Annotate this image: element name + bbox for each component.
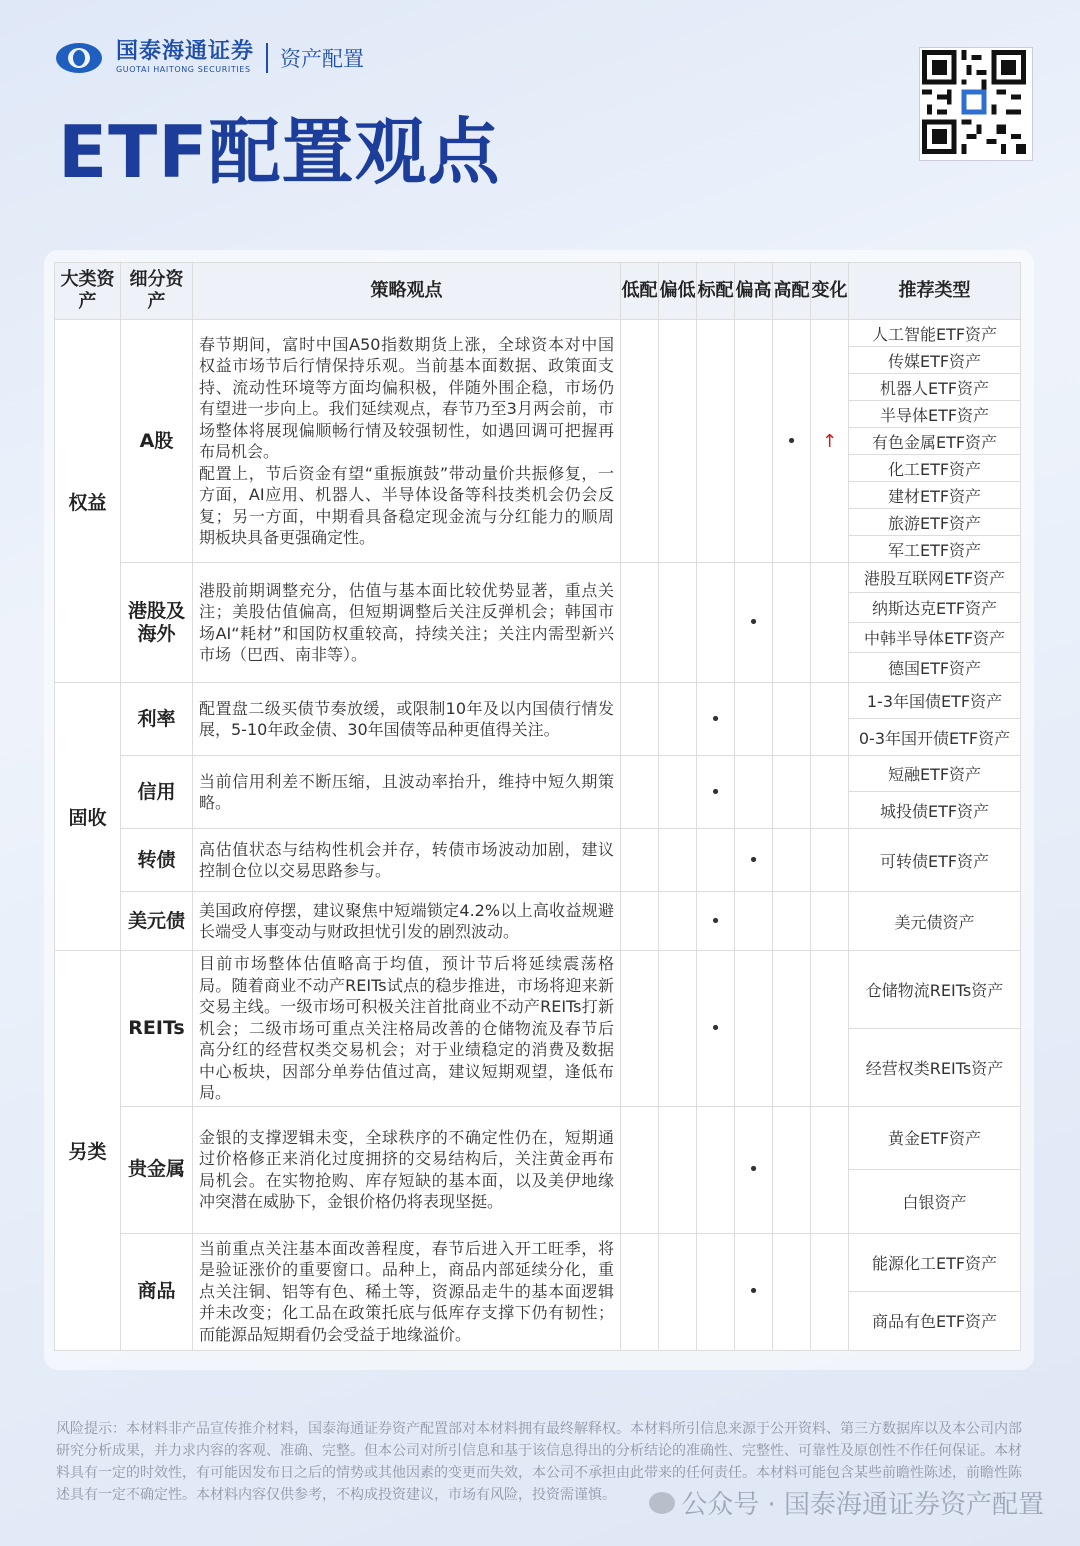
rec-item: 美元债资产: [849, 892, 1021, 951]
sub-convertible: 转债: [121, 829, 193, 892]
mark-high-dot: •: [773, 320, 811, 563]
header-recommend: 推荐类型: [849, 263, 1021, 320]
rec-item: 建材ETF资产: [849, 482, 1021, 509]
table-row: [55, 892, 1021, 951]
rec-item: 德国ETF资产: [849, 653, 1021, 683]
view-rates: 配置盘二级买债节奏放缓，或限制10年及以内国债行情发展，5-10年政金债、30年国债等品种更值得关注。: [193, 683, 621, 756]
mark-empty: [735, 683, 773, 756]
rec-item: 军工ETF资产: [849, 536, 1021, 563]
mark-empty: [697, 320, 735, 563]
mark-empty: [735, 892, 773, 951]
rec-item: 城投债ETF资产: [849, 792, 1021, 829]
rec-item: 仓储物流REITs资产: [849, 951, 1021, 1029]
mark-standard-dot: •: [697, 892, 735, 951]
view-reits: 目前市场整体估值略高于均值，预计节后将延续震荡格局。随着商业不动产REITs试点的稳步推进，市场将迎来新交易主线。一级市场可积极关注首批商业不动产REITs打新机会；二级市场可重点关注格局改善的仓储物流及春节后高分红的经营权类交易机会；对于业绩稳定的消费及数据中心板块，因部分单券估值过高，建议短期观望，逢低布局。: [193, 951, 621, 1107]
table-header-row: [55, 263, 1021, 320]
mark-empty: [621, 563, 659, 683]
mark-empty: [621, 756, 659, 829]
mark-empty: [773, 563, 811, 683]
mark-empty: [811, 829, 849, 892]
mark-overweight-dot: •: [735, 1106, 773, 1233]
mark-empty: [735, 320, 773, 563]
rec-item: 纳斯达克ETF资产: [849, 593, 1021, 623]
rec-item: 半导体ETF资产: [849, 401, 1021, 428]
mark-empty: [773, 829, 811, 892]
table-row: [55, 320, 1021, 347]
header-underweight: 偏低: [659, 263, 697, 320]
mark-overweight-dot: •: [735, 1233, 773, 1350]
header-high: 高配: [773, 263, 811, 320]
header-low: 低配: [621, 263, 659, 320]
mark-empty: [697, 1106, 735, 1233]
category-alternative: 另类: [55, 951, 121, 1351]
sub-rates: 利率: [121, 683, 193, 756]
header-view: 策略观点: [193, 263, 621, 320]
rec-item: 旅游ETF资产: [849, 509, 1021, 536]
mark-empty: [697, 829, 735, 892]
mark-empty: [621, 829, 659, 892]
header-standard: 标配: [697, 263, 735, 320]
view-a-share: 春节期间，富时中国A50指数期货上涨，全球资本对中国权益市场节后行情保持乐观。当前基本面数据、政策面支持、流动性环境等方面均偏积极，伴随外围企稳，市场仍有望进一步向上。我们延续观点，春节乃至3月两会前，市场整体将展现偏顺畅行情及较强韧性，如遇回调可把握再布局机会。 配置上，节后资金有望“重振旗鼓”带动量价共振修复，一方面，AI应用、机器人、半导体设备等科技类机会仍会反复；另一方面，中期看具备稳定现金流与分红能力的顺周期板块具备更强确定性。: [193, 320, 621, 563]
mark-empty: [773, 1106, 811, 1233]
rec-item: 中韩半导体ETF资产: [849, 623, 1021, 653]
mark-empty: [773, 892, 811, 951]
wechat-icon: [649, 1492, 675, 1514]
risk-disclaimer: 风险提示：本材料非产品宣传推介材料，国泰海通证券资产配置部对本材料拥有最终解释权。本材料所引信息来源于公开资料、第三方数据库以及本公司内部研究分析成果，并力求内容的客观、准确、完整。但本公司对所引信息和基于该信息得出的分析结论的准确性、完整性、可靠性及原创性不作任何保证。本材料具有一定的时效性，有可能因发布日之后的情势或其他因素的变更而失效，本公司不承担由此带来的任何责任。本材料可能包含某些前瞻性陈述，前瞻性陈述具有一定不确定性。本材料内容仅供参考，不构成投资建议，市场有风险，投资需谨慎。: [56, 1421, 1022, 1503]
mark-empty: [811, 563, 849, 683]
mark-standard-dot: •: [697, 683, 735, 756]
mark-empty: [621, 892, 659, 951]
mark-empty: [659, 756, 697, 829]
header-category: 大类资产: [55, 263, 121, 320]
rec-item: 机器人ETF资产: [849, 374, 1021, 401]
sub-hk-overseas: 港股及海外: [121, 563, 193, 683]
brand-department: 资产配置: [280, 47, 365, 71]
sub-usd-bond: 美元债: [121, 892, 193, 951]
mark-empty: [811, 951, 849, 1107]
mark-empty: [659, 683, 697, 756]
mark-empty: [735, 756, 773, 829]
mark-empty: [811, 1233, 849, 1350]
category-equity: 权益: [55, 320, 121, 683]
header-overweight: 偏高: [735, 263, 773, 320]
rec-item: 港股互联网ETF资产: [849, 563, 1021, 593]
mark-empty: [621, 683, 659, 756]
table-row: [55, 1106, 1021, 1169]
sub-reits: REITs: [121, 951, 193, 1107]
mark-empty: [621, 320, 659, 563]
brand-name-cn: 国泰海通证券: [116, 39, 255, 64]
mark-overweight-dot: •: [735, 563, 773, 683]
table-row: [55, 1233, 1021, 1291]
view-usd-bond: 美国政府停摆，建议聚焦中短端锁定4.2%以上高收益规避长端受人事变动与财政担忧引发的剧烈波动。: [193, 892, 621, 951]
mark-empty: [659, 829, 697, 892]
brand-name-en: GUOTAI HAITONG SECURITIES: [116, 65, 251, 74]
mark-empty: [773, 756, 811, 829]
watermark-text: 公众号 · 国泰海通证券资产配置: [681, 1490, 1044, 1520]
mark-empty: [659, 1233, 697, 1350]
sub-commodities: 商品: [121, 1233, 193, 1350]
sub-precious-metals: 贵金属: [121, 1106, 193, 1233]
mark-empty: [621, 951, 659, 1107]
rec-item: 传媒ETF资产: [849, 347, 1021, 374]
rec-item: 人工智能ETF资产: [849, 320, 1021, 347]
mark-empty: [659, 563, 697, 683]
rec-item: 化工ETF资产: [849, 455, 1021, 482]
mark-empty: [811, 892, 849, 951]
logo-icon: [56, 41, 106, 75]
mark-empty: [659, 1106, 697, 1233]
mark-empty: [697, 1233, 735, 1350]
header-change: 变化: [811, 263, 849, 320]
qr-code-icon: [920, 48, 1032, 160]
mark-empty: [773, 683, 811, 756]
table-row: [55, 829, 1021, 892]
mark-empty: [811, 1106, 849, 1233]
change-up-icon: ↑: [811, 320, 849, 563]
mark-empty: [621, 1233, 659, 1350]
category-fixed-income: 固收: [55, 683, 121, 951]
mark-standard-dot: •: [697, 756, 735, 829]
mark-empty: [773, 1233, 811, 1350]
sub-credit: 信用: [121, 756, 193, 829]
rec-item: 1-3年国债ETF资产: [849, 683, 1021, 719]
mark-empty: [659, 951, 697, 1107]
mark-empty: [735, 951, 773, 1107]
mark-empty: [621, 1106, 659, 1233]
rec-item: 有色金属ETF资产: [849, 428, 1021, 455]
mark-empty: [659, 320, 697, 563]
page-title: ETF配置观点: [58, 110, 501, 194]
table-row: [55, 563, 1021, 593]
table-row: [55, 683, 1021, 719]
table-row: [55, 951, 1021, 1029]
header-subcategory: 细分资产: [121, 263, 193, 320]
mark-empty: [811, 756, 849, 829]
wechat-watermark: [649, 1484, 1044, 1521]
view-commodities: 当前重点关注基本面改善程度，春节后进入开工旺季，将是验证涨价的重要窗口。品种上，商品内部延续分化，重点关注铜、铝等有色、稀土等，资源品走牛的基本面逻辑并未改变；化工品在政策托底与低库存支撑下仍有韧性；而能源品短期看仍会受益于地缘溢价。: [193, 1233, 621, 1350]
mark-empty: [773, 951, 811, 1107]
view-hk-overseas: 港股前期调整充分，估值与基本面比较优势显著，重点关注；美股估值偏高，但短期调整后关注反弹机会；韩国市场AI“耗材”和国防权重较高，持续关注；关注内需型新兴市场（巴西、南非等）。: [193, 563, 621, 683]
rec-item: 能源化工ETF资产: [849, 1233, 1021, 1291]
view-convertible: 高估值状态与结构性机会并存，转债市场波动加剧，建议控制仓位以交易思路参与。: [193, 829, 621, 892]
header: [0, 0, 1080, 240]
rec-item: 白银资产: [849, 1169, 1021, 1233]
rec-item: 商品有色ETF资产: [849, 1291, 1021, 1350]
sub-a-share: A股: [121, 320, 193, 563]
rec-item: 短融ETF资产: [849, 756, 1021, 792]
brand-logo: [56, 40, 364, 76]
mark-overweight-dot: •: [735, 829, 773, 892]
mark-empty: [659, 892, 697, 951]
rec-item: 可转债ETF资产: [849, 829, 1021, 892]
view-precious-metals: 金银的支撑逻辑未变，全球秩序的不确定性仍在，短期通过价格修正来消化过度拥挤的交易结构后，关注黄金再布局机会。在实物抢购、库存短缺的基本面，以及美伊地缘冲突潜在威胁下，金银价格仍将表现坚挺。: [193, 1106, 621, 1233]
mark-empty: [811, 683, 849, 756]
brand-name: [116, 40, 254, 76]
etf-allocation-table: [54, 262, 1021, 1351]
view-credit: 当前信用利差不断压缩，且波动率抬升，维持中短久期策略。: [193, 756, 621, 829]
rec-item: 0-3年国开债ETF资产: [849, 719, 1021, 756]
rec-item: 黄金ETF资产: [849, 1106, 1021, 1169]
mark-standard-dot: •: [697, 951, 735, 1107]
mark-empty: [697, 563, 735, 683]
brand-divider: [266, 43, 268, 73]
table-row: [55, 756, 1021, 792]
rec-item: 经营权类REITs资产: [849, 1028, 1021, 1106]
